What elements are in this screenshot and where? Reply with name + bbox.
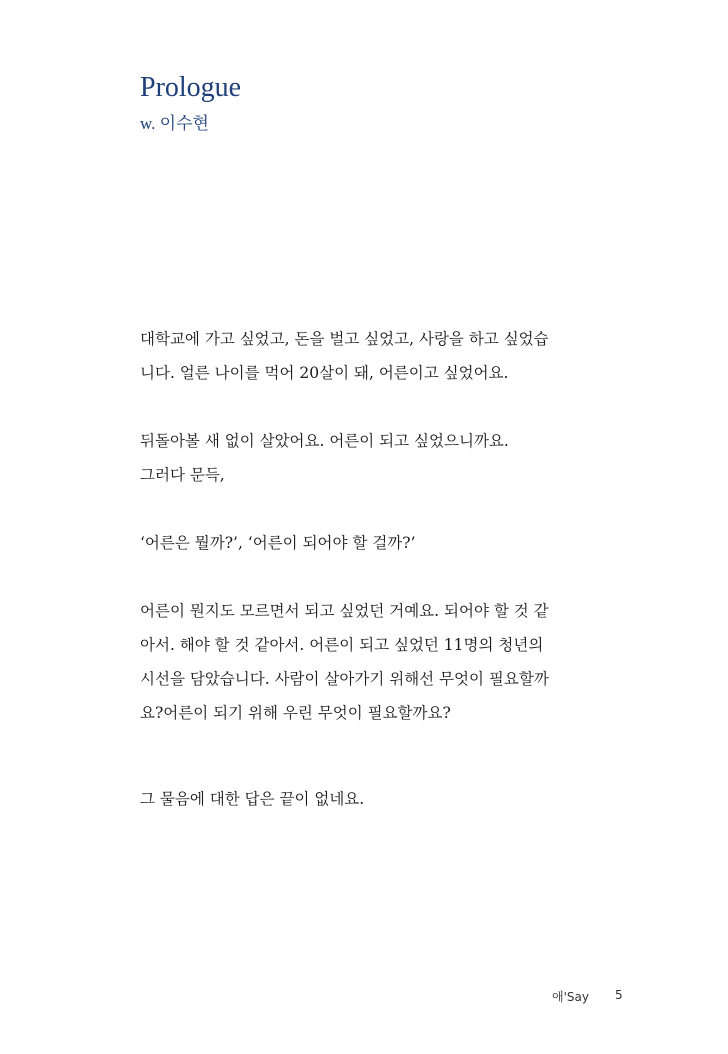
body-line: 어른이 뭔지도 모르면서 되고 싶었던 거예요. 되어야 할 것 같 bbox=[140, 602, 549, 620]
page-footer bbox=[552, 988, 623, 1005]
paragraph-gap bbox=[140, 730, 610, 782]
paragraph-gap bbox=[140, 390, 610, 424]
body-line: 니다. 얼른 나이를 먹어 20살이 돼, 어른이고 싶었어요. bbox=[140, 364, 509, 382]
prologue-body bbox=[140, 322, 610, 816]
body-line: 시선을 담았습니다. 사람이 살아가기 위해선 무엇이 필요할까 bbox=[140, 670, 549, 688]
page-number: 5 bbox=[614, 988, 623, 1002]
paragraph-gap bbox=[140, 492, 610, 526]
body-line: 요?어른이 되기 위해 우린 무엇이 필요할까요? bbox=[140, 704, 451, 722]
body-line: 그 물음에 대한 답은 끝이 없네요. bbox=[140, 790, 365, 808]
body-line: 그러다 문득, bbox=[140, 466, 225, 484]
page-title: Prologue bbox=[140, 72, 242, 103]
body-line: 대학교에 가고 싶었고, 돈을 벌고 싶었고, 사랑을 하고 싶었습 bbox=[140, 330, 549, 348]
body-line: 뒤돌아볼 새 없이 살았어요. 어른이 되고 싶었으니까요. bbox=[140, 432, 509, 450]
paragraph-gap bbox=[140, 560, 610, 594]
body-line: ‘어른은 뭘까?’, ‘어른이 되어야 할 걸까?’ bbox=[140, 534, 416, 552]
body-line: 아서. 해야 할 것 같아서. 어른이 되고 싶었던 11명의 청년의 bbox=[140, 636, 544, 654]
header bbox=[140, 70, 241, 136]
author-line: w. 이수현 bbox=[140, 114, 209, 133]
book-name: 애'Say bbox=[552, 990, 589, 1004]
